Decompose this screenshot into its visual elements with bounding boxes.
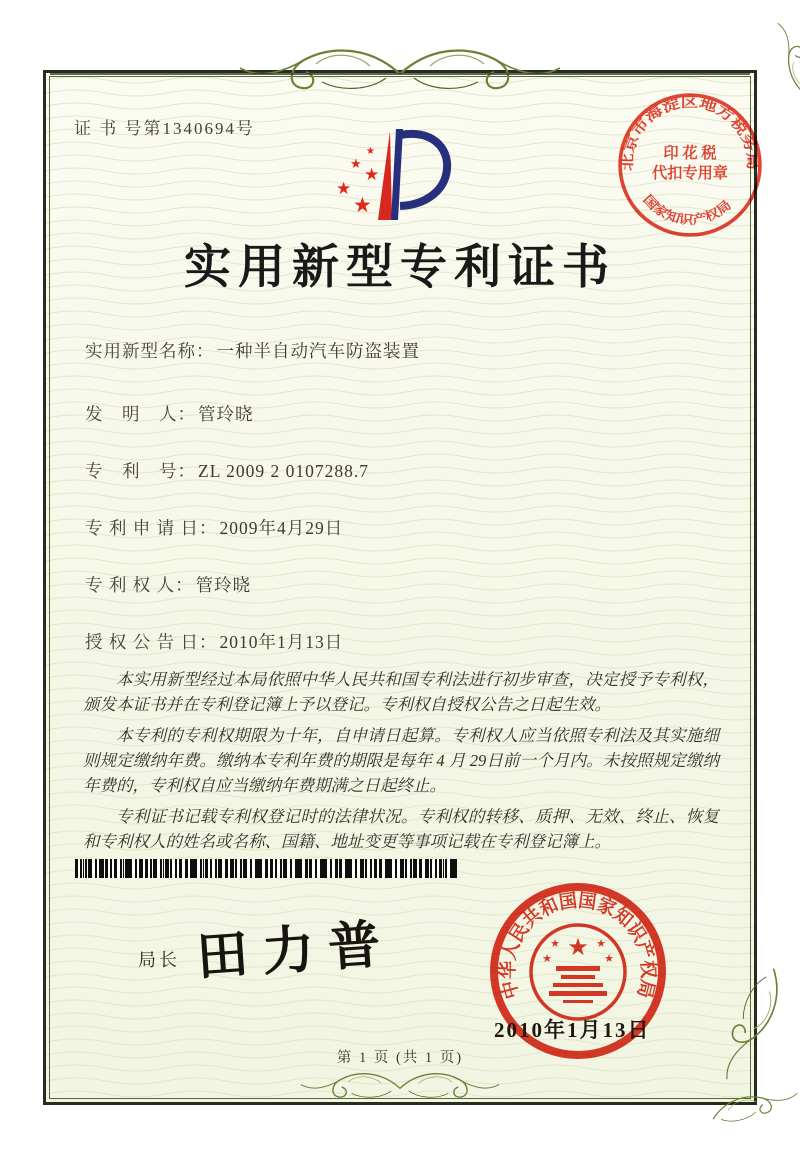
field-patent-number <box>85 458 369 483</box>
svg-text:★: ★ <box>567 935 589 961</box>
field-inventor <box>85 401 254 426</box>
field-label: 专 利 权 人： <box>85 575 194 595</box>
field-grant-publication-date <box>85 629 343 654</box>
tax-stamp-seal <box>614 89 766 241</box>
field-value: 一种半自动汽车防盗装置 <box>216 341 420 361</box>
logo-star-icon: ★ <box>364 165 380 184</box>
tax-stamp-ring-bottom-text: 国家知识产权局 <box>640 192 733 228</box>
logo-star-icon: ★ <box>353 193 372 217</box>
svg-text:★: ★ <box>550 938 560 950</box>
svg-text:★: ★ <box>542 953 552 965</box>
paragraph-term-and-fees: 本专利的专利权期限为十年，自申请日起算。专利权人应当依照专利法及其实施细则规定缴纳年费。缴纳本专利年费的期限是每年 4 月 29日前一个月内。未按照规定缴纳年费的，专利权自应当缴纳年费期满之日起终止。 <box>83 726 719 795</box>
field-value: 2010年1月13日 <box>219 632 344 652</box>
director-title-label: 局长 <box>138 950 180 970</box>
field-filing-date <box>85 515 343 540</box>
certificate-number: 证 书 号第1340694号 <box>74 119 255 138</box>
tax-stamp-center-line2: 代扣专用章 <box>652 165 728 183</box>
cnipa-logo <box>328 126 468 238</box>
svg-text:★: ★ <box>596 938 606 950</box>
ornament-bottom-center <box>300 1060 500 1112</box>
page-number: 第 1 页 (共 1 页) <box>336 1050 464 1066</box>
field-label: 专 利 号： <box>85 461 196 481</box>
field-value: 管玲晓 <box>198 404 254 424</box>
field-label: 专 利 申 请 日： <box>85 518 218 538</box>
logo-p-bowl <box>400 134 447 206</box>
tax-stamp-center-line1: 印 花 税 <box>663 144 717 162</box>
logo-spire <box>378 131 392 220</box>
body-text <box>83 667 719 860</box>
certificate-title: 实用新型专利证书 <box>184 240 616 293</box>
field-utility-model-name <box>85 338 420 363</box>
field-value: 2009年4月29日 <box>219 518 344 538</box>
director-signature: 田力普 <box>194 913 397 988</box>
paragraph-register-statement: 专利证书记载专利权登记时的法律状况。专利权的转移、质押、无效、终止、恢复和专利权人的姓名或名称、国籍、地址变更等事项记载在专利登记簿上。 <box>83 807 719 851</box>
ornament-bottom-left-corner <box>0 980 110 1110</box>
official-seal-ring-text: 中华人民共和国国家知识产权局 <box>497 890 659 1002</box>
field-value: 管玲晓 <box>195 575 252 595</box>
field-label: 实用新型名称： <box>85 341 215 361</box>
field-value: ZL 2009 2 0107288.7 <box>198 461 369 481</box>
barcode <box>75 859 457 878</box>
tax-stamp-ring-top-text: 北京市海淀区地方税务局 <box>619 95 760 172</box>
logo-star-icon: ★ <box>366 146 375 157</box>
ornament-top-center <box>230 38 570 108</box>
field-patentee <box>85 572 251 597</box>
ornament-bottom-right-corner <box>688 980 798 1110</box>
paragraph-grant-statement: 本实用新型经过本局依照中华人民共和国专利法进行初步审查，决定授予专利权，颁发本证书并在专利登记簿上予以登记。专利权自授权公告之日起生效。 <box>83 670 719 714</box>
field-label: 发 明 人： <box>85 404 196 424</box>
national-emblem-icon <box>531 925 625 1019</box>
logo-star-icon: ★ <box>336 179 352 198</box>
grant-date: 2010年1月13日 <box>494 1018 651 1042</box>
field-label: 授 权 公 告 日： <box>85 632 218 652</box>
svg-text:国家知识产权局 <box>640 192 734 227</box>
svg-text:★: ★ <box>604 953 614 965</box>
logo-star-icon: ★ <box>350 156 362 171</box>
